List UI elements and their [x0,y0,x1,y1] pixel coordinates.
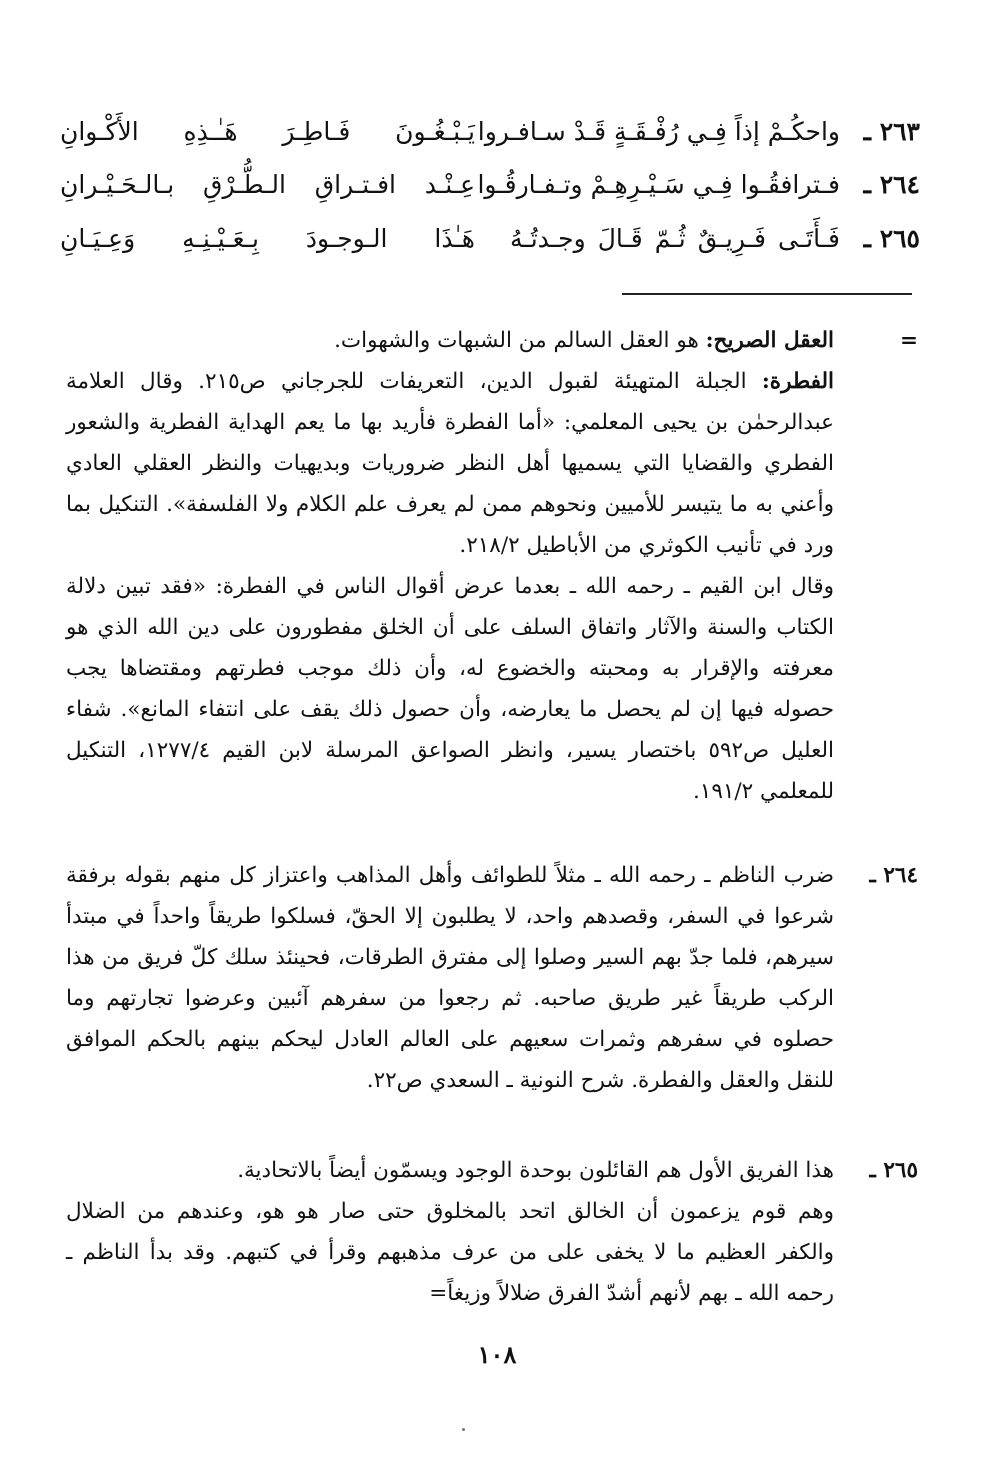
verse-line [60,217,920,261]
paragraph-text: وقال ابن القيم ـ رحمه الله ـ بعدما عرض أقوال الناس في الفطرة: «فقد تبين دلالة الكتاب والسنة والآثار واتفاق السلف على أن الخلق مفطورون على دين الله الذي هو معرفته والإقرار به ومحبته والخضوع له، وأن ذلك موجب فطرتهم ومقتضاها يجب حصوله فيها إن لم يحصل ما يعارضه، وأن حصول ذلك يقف على انتفاء المانع». شفاء العليل ص٥٩٢ باختصار يسير، وانظر الصواعق المرسلة لابن القيم ١٢٧٧/٤، التنكيل للمعلمي ١٩١/٢. [66,574,834,804]
paragraph-text: ضرب الناظم ـ رحمه الله ـ مثلاً للطوائف وأهل المذاهب واعتزاز كل منهم بقوله برفقة شرعوا في السفر، وقصدهم واحد، لا يطلبون إلا الحقّ، فسلكوا طريقاً واحداً في مبتدأ سيرهم، فلما جدّ بهم السير وصلوا إلى مفترق الطرقات، فحينئذ سلك كلّ فريق من هذا الركب طريقاً غير طريق صاحبه. ثم رجعوا من سفرهم آئبين وعرضوا تجارتهم وما حصلوه في سفرهم وثمرات سعيهم على العالم العادل ليحكم بينهم بالحكم الموافق للنقل والعقل والفطرة. شرح النونية ـ السعدي ص٢٢. [66,863,834,1093]
second-hemistich: هَـٰذَا الـوجـودَ بِـعَـيْـنِـهِ وَعِـيَـانِ [60,224,475,253]
paragraph [66,855,834,1101]
continuation-marker: = [899,328,918,353]
footnote-265 [66,1150,918,1314]
footnote-number: ٢٦٤ ـ [869,863,918,888]
verse-number: ٢٦٣ ـ [863,117,920,146]
second-hemistich: عِـنْـد افـتـراقِ الـطُّـرْقِ بـالـحَـيْـرانِ [60,170,475,199]
footnote-continuation [66,320,918,812]
page-number: ١٠٨ [477,1340,517,1369]
verse-number: ٢٦٥ ـ [863,224,920,253]
scan-speck [462,1428,465,1431]
verse-line [60,110,920,154]
definition-fitra [66,361,834,566]
definition-text: هو العقل السالم من الشبهات والشهوات. [334,328,706,353]
term: العقل الصريح: [705,328,834,353]
definition-text: الجبلة المتهيئة لقبول الدين، التعريفات للجرجاني ص٢١٥. وقال العلامة عبدالرحمٰن بن يحيى المعلمي: «أما الفطرة فأريد بها ما يعم الهداية الفطرية والشعور الفطري والقضايا التي يسميها أهل النظر ضروريات وبديهيات والنظر العقلي العادي وأعني به ما يتيسر للأميين ونحوهم ممن لم يعرف علم الكلام ولا الفلسفة». التنكيل بما ورد في تأنيب الكوثري من الأباطيل ٢١٨/٢. [66,369,834,558]
paragraph [66,1150,834,1191]
footnote-number: ٢٦٥ ـ [869,1158,918,1183]
first-hemistich: واحكُـمْ إذاً فِـي رُفْـقَـةٍ قَـدْ سـافـروا [477,117,840,146]
second-hemistich: يَـبْـغُـونَ فَـاطِـرَ هَـٰـذِهِ الأَكْـوانِ [60,117,475,146]
footnote-separator [622,293,912,295]
paragraph-text: هذا الفريق الأول هم القائلون بوحدة الوجود ويسمّون أيضاً بالاتحادية. [237,1158,834,1183]
footnote-264 [66,855,918,1101]
paragraph [66,1191,834,1314]
term: الفطرة: [761,369,834,394]
ibn-qayyim-quote [66,566,834,812]
verse-line [60,163,920,207]
definition-sound-mind [66,320,834,361]
first-hemistich: فَـأَتَـى فَـرِيـقٌ ثُـمّ قَـالَ وجـدتُـهُ [510,224,840,253]
verse-number: ٢٦٤ ـ [863,170,920,199]
first-hemistich: فـترافقُـوا فِـي سَـيْـرِهِـمْ وتـفـارقُـوا [477,170,840,199]
paragraph-text: وهم قوم يزعمون أن الخالق اتحد بالمخلوق حتى صار هو هو، وعندهم من الضلال والكفر العظيم ما لا يخفى على من عرف مذهبهم وقرأ في كتبهم. وقد بدأ الناظم ـ رحمه الله ـ بهم لأنهم أشدّ الفرق ضلالاً وزيغاً= [66,1199,834,1306]
